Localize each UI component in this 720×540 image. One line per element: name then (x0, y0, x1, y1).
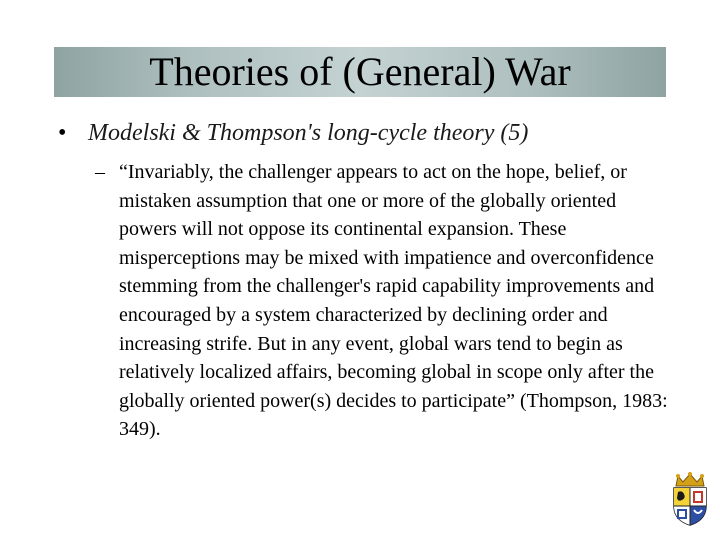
quote-text: “Invariably, the challenger appears to act on the hope, belief, or mistaken assumption that one or more of the globally oriented powers will not oppose its continental expansion. These misperceptions may be mixed with impatience and overconfidence stemming from the challenger's rapid capability improvements and encouraged by a system characterized by declining order and increasing strife. But in any event, global wars tend to begin as relatively localized affairs, becoming global in scope only after the globally oriented power(s) decides to participate” (Thompson, 1983: 349). (119, 161, 668, 441)
university-crest-icon (668, 472, 712, 526)
bullet-marker: • (58, 120, 67, 146)
sub-bullet-marker: – (95, 161, 105, 183)
bullet-text: Modelski & Thompson's long-cycle theory (5) (88, 120, 529, 146)
sub-bullet-item (95, 158, 670, 444)
slide-title: Theories of (General) War (149, 49, 571, 94)
crest-graphic (668, 472, 712, 526)
title-bar (54, 47, 666, 97)
bullet-item (58, 120, 678, 147)
